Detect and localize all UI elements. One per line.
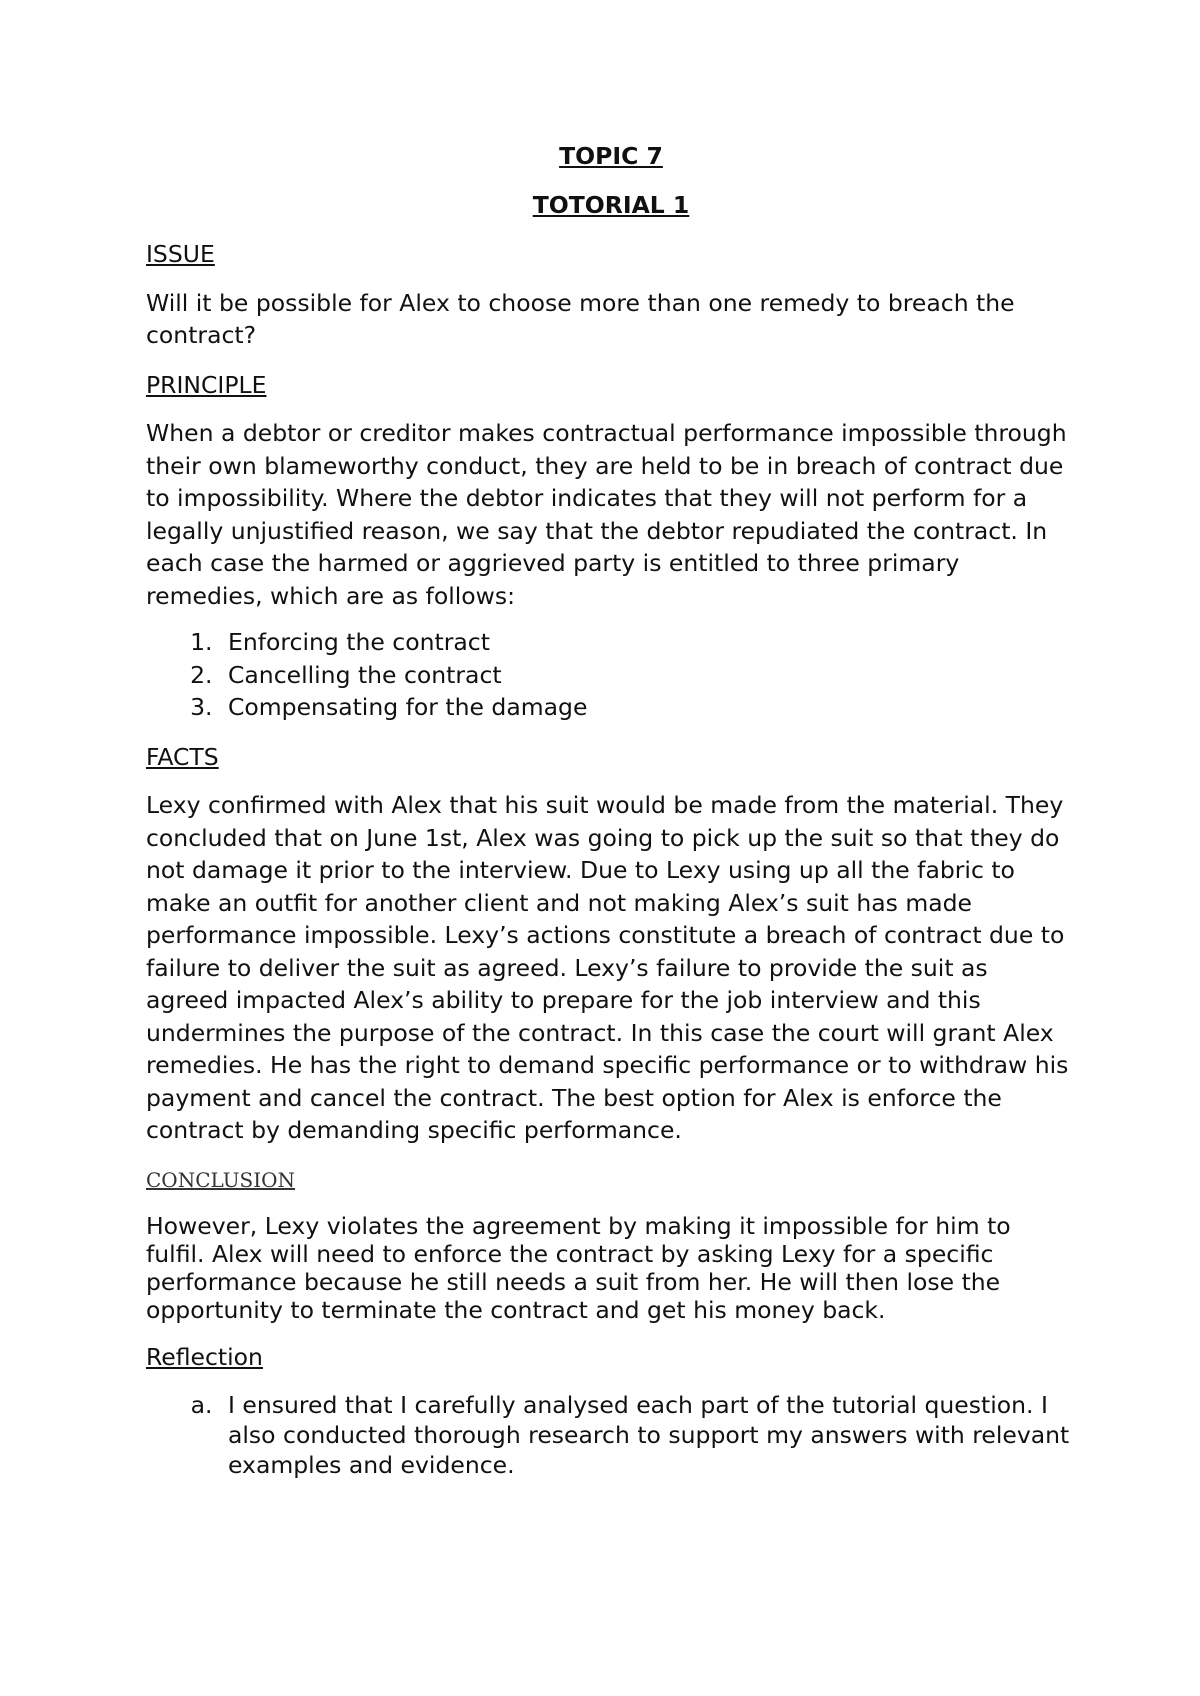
list-item: 3. Compensating for the damage xyxy=(220,691,1076,724)
reflection-list xyxy=(146,1390,1076,1480)
list-item: 1. Enforcing the contract xyxy=(220,626,1076,659)
document-page xyxy=(146,140,1076,1480)
remedies-list xyxy=(146,626,1076,724)
issue-heading: ISSUE xyxy=(146,240,215,268)
list-item: a. I ensured that I carefully analysed each part of the tutorial question. I also conducted thorough research to support my answers with relevant examples and evidence. xyxy=(220,1390,1076,1480)
issue-text: Will it be possible for Alex to choose more than one remedy to breach the contract? xyxy=(146,288,1015,349)
reflection-heading: Reflection xyxy=(146,1343,263,1371)
facts-text: Lexy confirmed with Alex that his suit would be made from the material. They concluded that on June 1st, Alex was going to pick up the suit so that they do not damage it prior to the interview. Due to Lexy using up all the fabric to make an outfit for another client and not making Alex’s suit has made performance impossible. Lexy’s actions constitute a breach of contract due to failure to deliver the suit as agreed. Lexy’s failure to provide the suit as agreed impacted Alex’s ability to prepare for the job interview and this undermines the purpose of the contract. In this case the court will grant Alex remedies. He has the right to demand specific performance or to withdraw his payment and cancel the contract. The best option for Alex is enforce the contract by demanding specific performance. xyxy=(146,791,1069,1144)
facts-heading: FACTS xyxy=(146,742,219,771)
document-title: TOPIC 7 xyxy=(559,142,663,170)
document-subtitle: TOTORIAL 1 xyxy=(532,191,690,219)
principle-heading: PRINCIPLE xyxy=(146,370,267,399)
principle-text: When a debtor or creditor makes contractual performance impossible through their own blameworthy conduct, they are held to be in breach of contract due to impossibility. Where the debtor indicates that they will not perform for a legally unjustified reason, we say that the debtor repudiated the contract. In each case the harmed or aggrieved party is entitled to three primary remedies, which are as follows: xyxy=(146,419,1067,610)
conclusion-heading: CONCLUSION xyxy=(146,1167,296,1192)
list-item: 2. Cancelling the contract xyxy=(220,659,1076,692)
conclusion-text: However, Lexy violates the agreement by making it impossible for him to fulfil. Alex will need to enforce the contract by asking Lexy for a specific performance because he still needs a suit from her. He will then lose the opportunity to terminate the contract and get his money back. xyxy=(146,1212,1011,1324)
